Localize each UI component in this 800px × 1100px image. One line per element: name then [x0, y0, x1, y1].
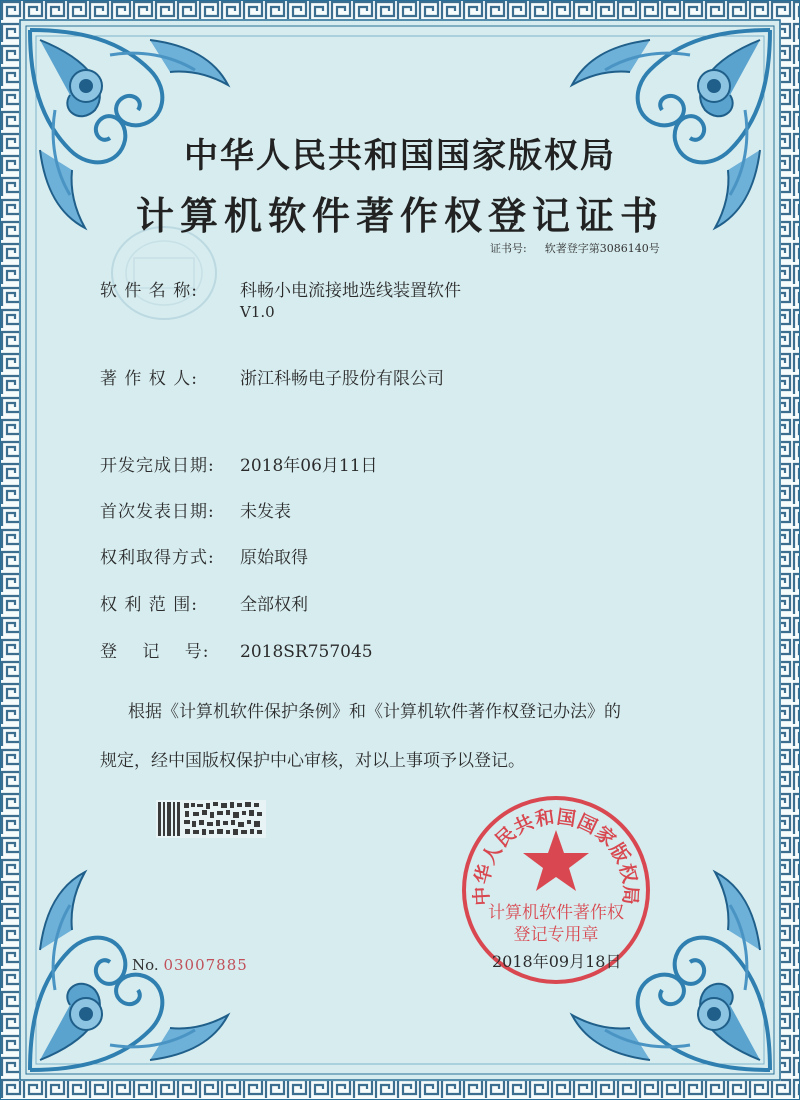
software-name-value: 科畅小电流接地选线装置软件 — [240, 281, 461, 301]
certificate-number — [490, 240, 678, 256]
dev-date-row — [100, 451, 378, 476]
certificate-title: 计算机软件著作权登记证书 — [135, 193, 664, 238]
certificate-number-label: 证书号: — [490, 242, 527, 255]
dev-date-value: 2018年06月11日 — [240, 456, 378, 476]
serial-value: 03007885 — [163, 956, 248, 974]
serial-number — [132, 956, 248, 974]
software-version: V1.0 — [240, 303, 275, 321]
seal-inner-line-2: 登记专用章 — [513, 925, 599, 945]
seal-ring-text: 中华人民共和国国家版权局 — [470, 806, 642, 907]
statement-line-2: 规定，经中国版权保护中心审核，对以上事项予以登记。 — [100, 751, 525, 771]
issuer-title: 中华人民共和国国家版权局 — [184, 136, 616, 176]
certificate-number-value: 软著登字第3086140号 — [544, 242, 660, 255]
serial-prefix: No. — [132, 956, 159, 974]
issue-date: 2018年09月18日 — [492, 952, 622, 971]
owner-row — [100, 364, 444, 389]
acquire-label: 权利取得方式: — [100, 548, 215, 568]
dev-date-label: 开发完成日期: — [100, 456, 215, 476]
statement-line-1: 根据《计算机软件保护条例》和《计算机软件著作权登记办法》的 — [128, 702, 621, 722]
registration-number-row — [100, 637, 373, 662]
owner-value: 浙江科畅电子股份有限公司 — [240, 369, 444, 389]
scope-label: 权 利 范 围: — [100, 595, 198, 615]
barcode — [156, 800, 266, 838]
software-name-row — [100, 276, 461, 301]
publish-date-value: 未发表 — [240, 502, 291, 522]
registration-number-value: 2018SR757045 — [240, 642, 373, 662]
publish-date-row — [100, 497, 291, 522]
registration-number-label: 登 记 号: — [100, 642, 210, 662]
publish-date-label: 首次发表日期: — [100, 502, 215, 522]
owner-label: 著 作 权 人: — [100, 369, 198, 389]
seal-inner-line-1: 计算机软件著作权 — [488, 903, 624, 923]
acquire-row — [100, 543, 308, 568]
software-name-label: 软 件 名 称: — [100, 281, 198, 301]
scope-row — [100, 590, 308, 615]
acquire-value: 原始取得 — [240, 548, 308, 568]
scope-value: 全部权利 — [240, 595, 308, 615]
